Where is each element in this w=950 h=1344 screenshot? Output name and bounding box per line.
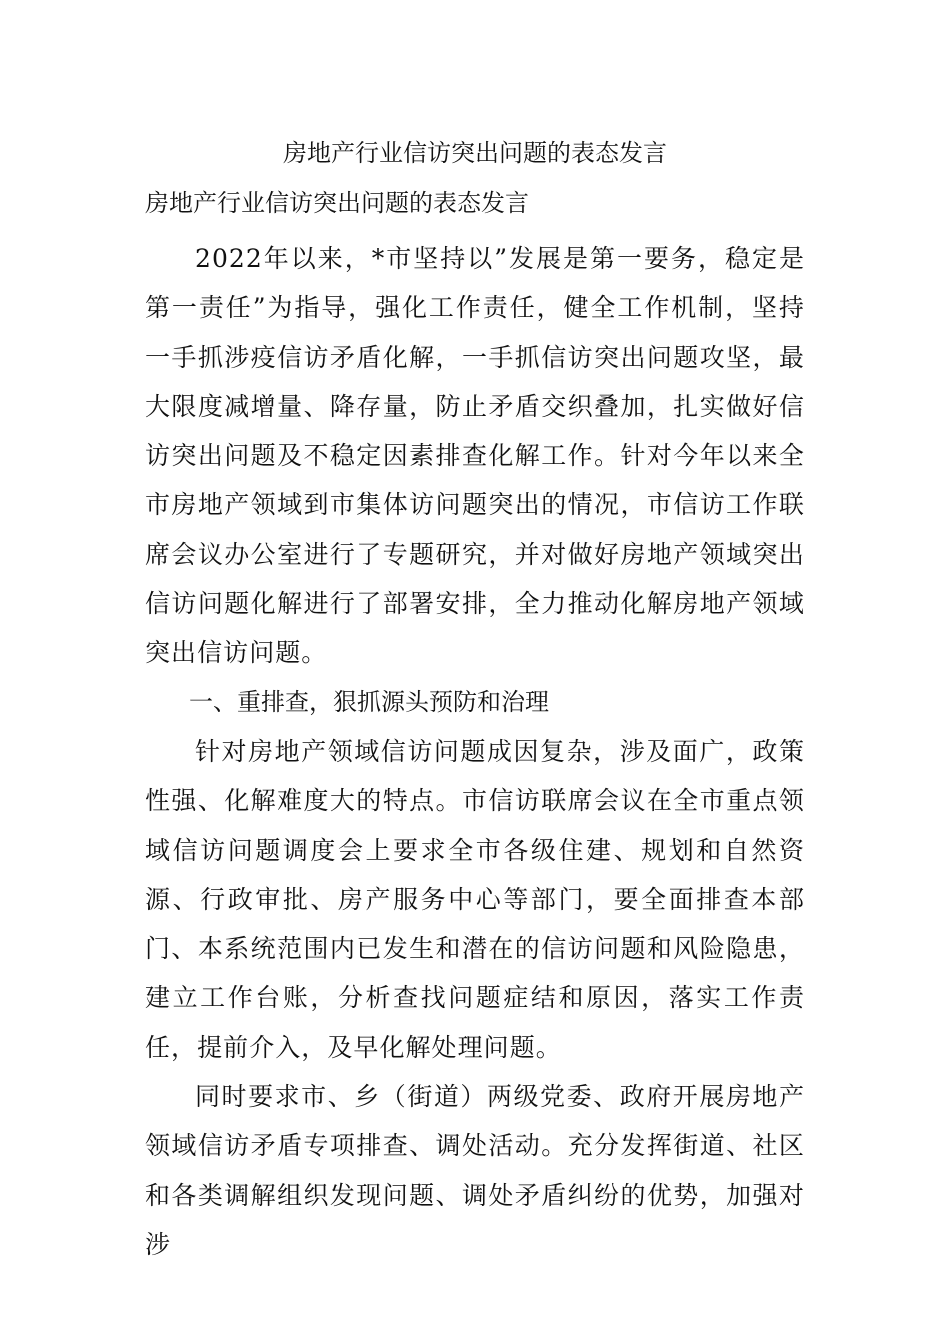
paragraph-section-1: 针对房地产领域信访问题成因复杂，涉及面广，政策性强、化解难度大的特点。市信访联席会议在全市重点领域信访问题调度会上要求全市各级住建、规划和自然资源、行政审批、房产服务中心等部门，要全面排查本部门、本系统范围内已发生和潜在的信访问题和风险隐患，建立工作台账，分析查找问题症结和原因，落实工作责任，提前介入，及早化解处理问题。: [145, 736, 805, 1062]
paragraph-intro: 2022年以来，*市坚持以”发展是第一要务，稳定是第一责任”为指导，强化工作责任，健全工作机制，坚持一手抓涉疫信访矛盾化解，一手抓信访突出问题攻坚，最大限度减增量、降存量，防止矛盾交织叠加，扎实做好信访突出问题及不稳定因素排查化解工作。针对今年以来全市房地产领域到市集体访问题突出的情况，市信访工作联席会议办公室进行了专题研究，并对做好房地产领域突出信访问题化解进行了部署安排，全力推动化解房地产领域突出信访问题。: [145, 244, 805, 668]
section-heading-1: 一、重排查，狠抓源头预防和治理: [189, 687, 549, 716]
paragraph-section-1-continued: 同时要求市、乡（街道）两级党委、政府开展房地产领域信访矛盾专项排查、调处活动。充分发挥街道、社区和各类调解组织发现问题、调处矛盾纠纷的优势，加强对涉: [145, 1082, 805, 1259]
document-title: 房地产行业信访突出问题的表态发言: [283, 139, 667, 167]
document-subtitle: 房地产行业信访突出问题的表态发言: [145, 189, 529, 217]
document-body: [145, 234, 805, 1269]
